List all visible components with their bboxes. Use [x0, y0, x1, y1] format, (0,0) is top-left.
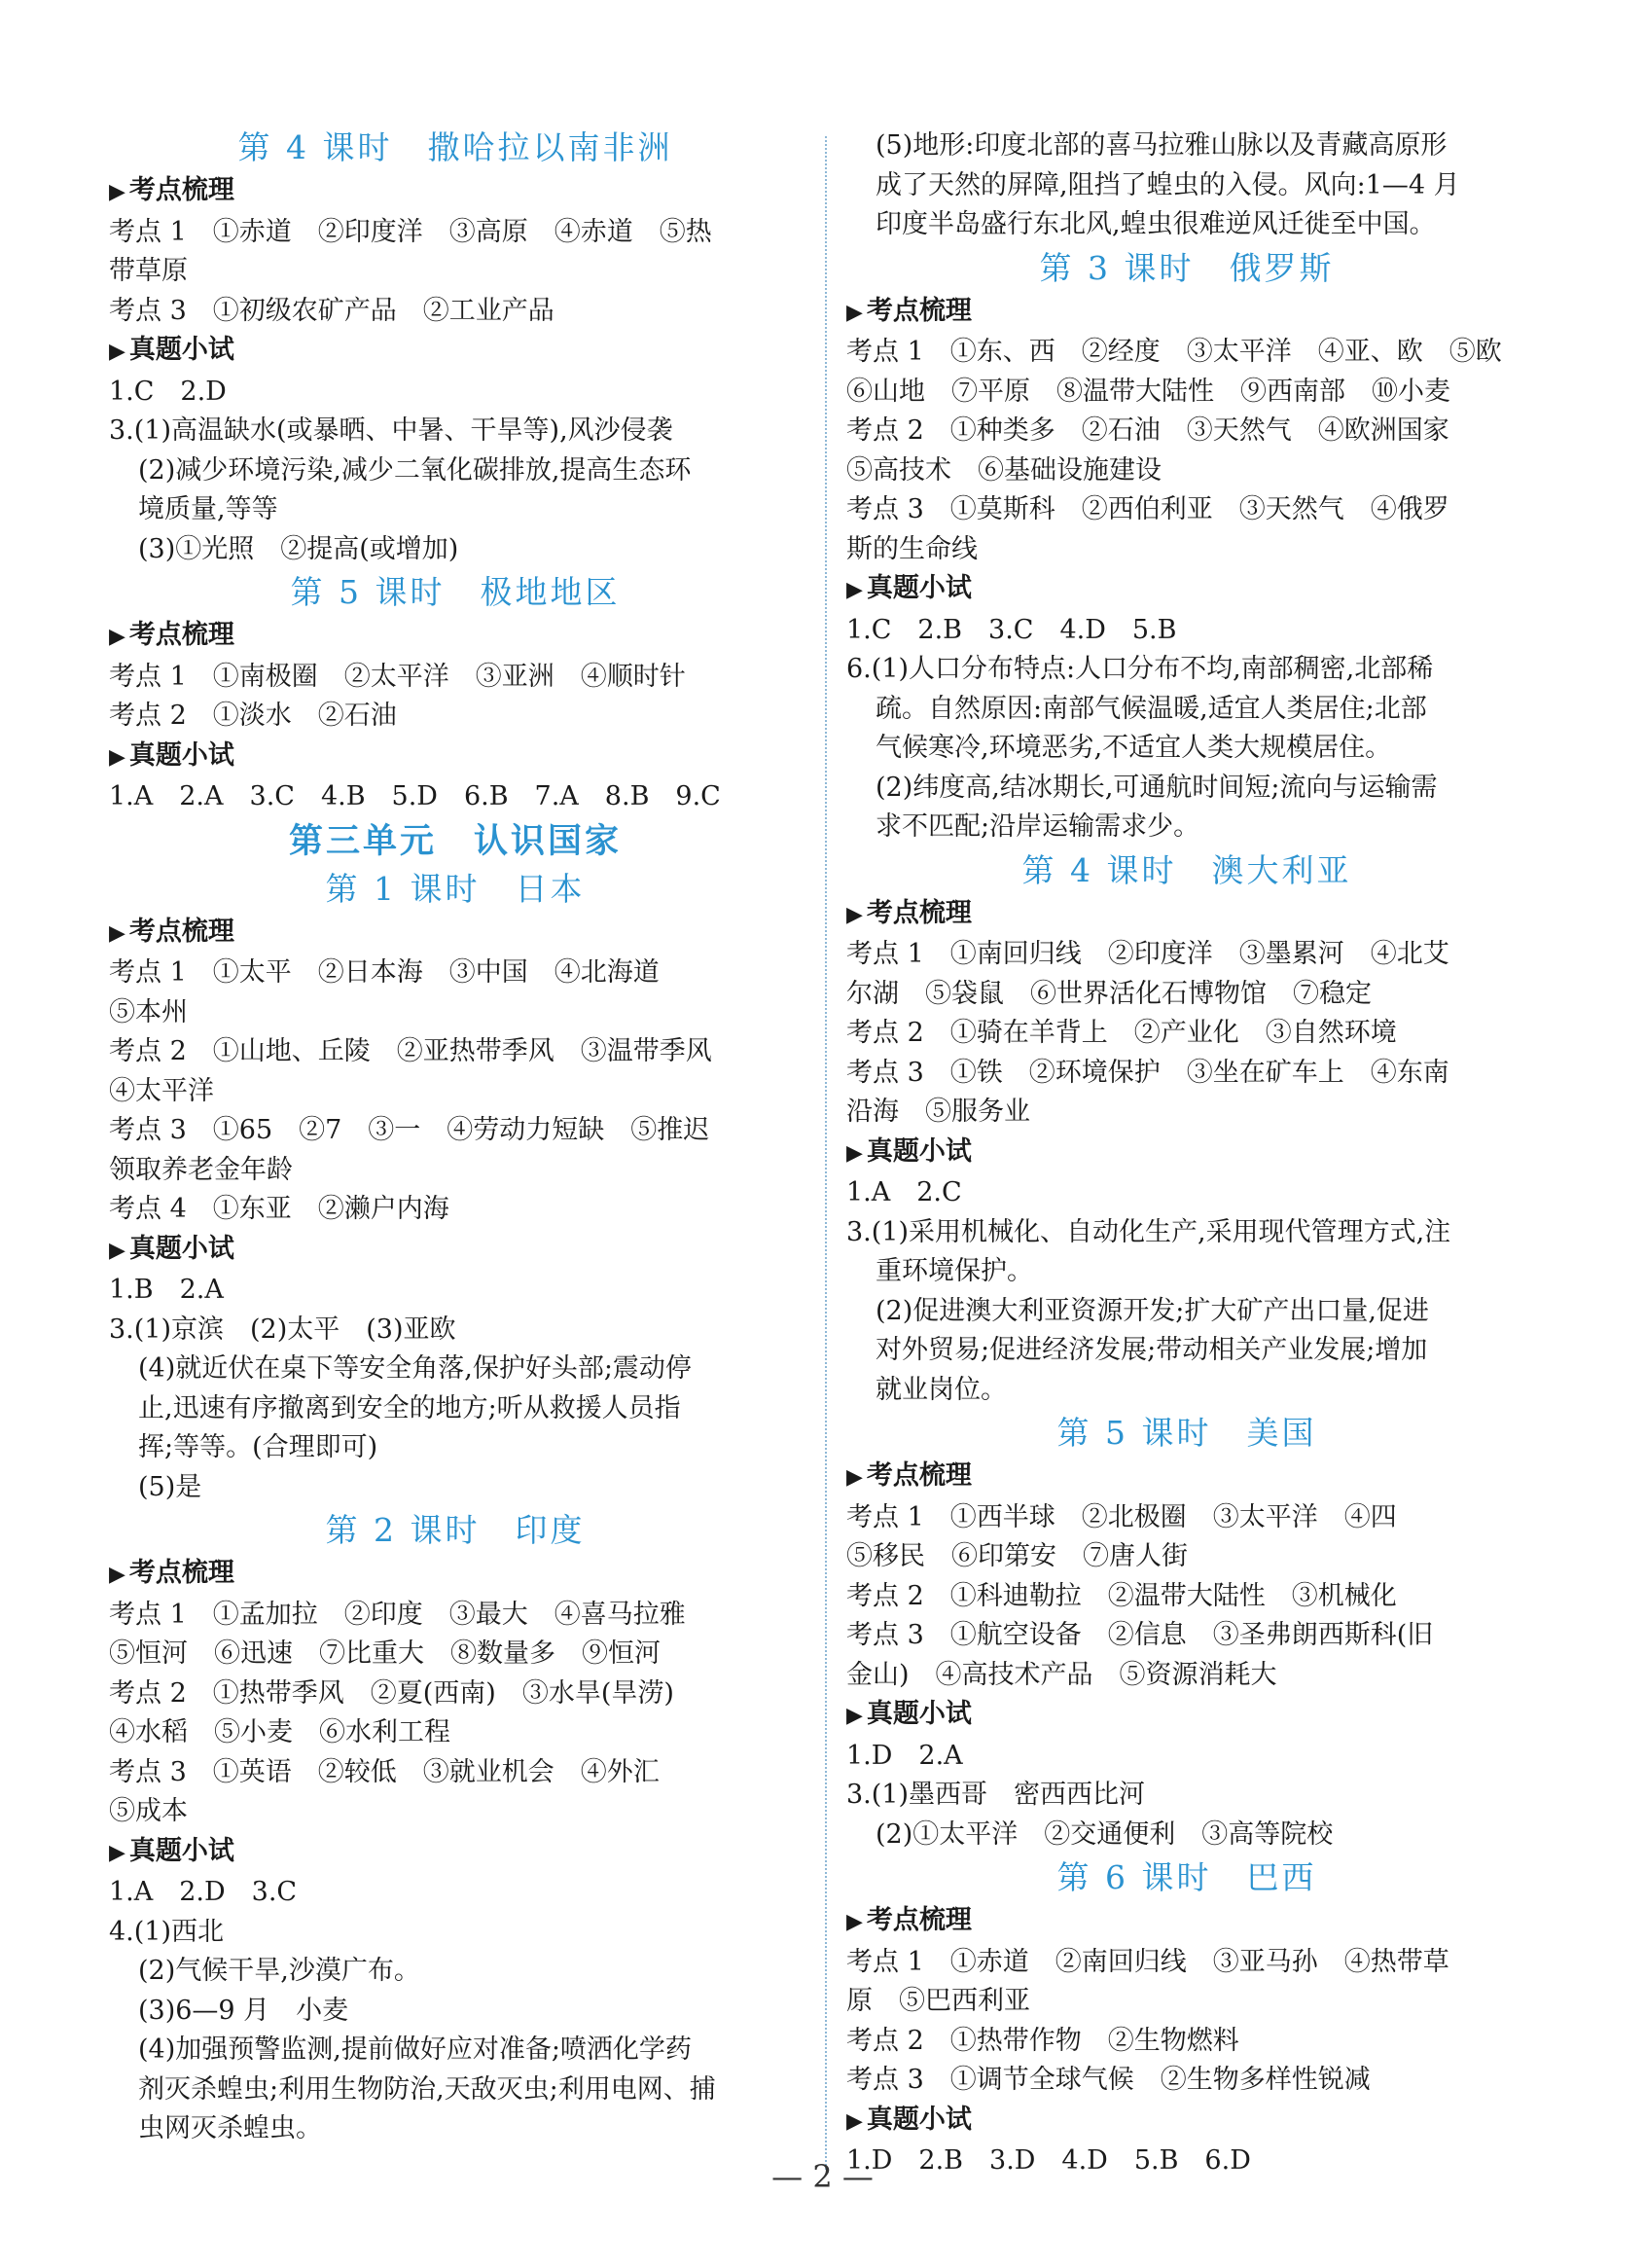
- answer-line: 重环境保护。: [876, 1256, 1033, 1286]
- answer-line: 4.(1)西北: [109, 1916, 225, 1947]
- answer-line: (3)①光照 ②提高(或增加): [138, 533, 459, 564]
- answer-line: 1.C 2.B 3.C 4.D 5.B: [846, 614, 1177, 645]
- section-heading: ▶ 真题小试: [109, 335, 234, 365]
- kaodian-line: 考点 1 ①孟加拉 ②印度 ③最大 ④喜马拉雅: [109, 1599, 686, 1630]
- answer-line: 3.(1)高温缺水(或暴晒、中暑、干旱等),风沙侵袭: [109, 415, 673, 446]
- kaodian-line: 斯的生命线: [846, 533, 978, 564]
- lesson-title: 第 2 课时 印度: [325, 1511, 586, 1549]
- triangle-icon: ▶: [846, 1465, 863, 1490]
- kaodian-line: ⑤成本: [109, 1796, 188, 1826]
- answer-line: 境质量,等等: [138, 494, 278, 524]
- triangle-icon: ▶: [846, 2108, 863, 2134]
- kaodian-line: 考点 2 ①山地、丘陵 ②亚热带季风 ③温带季风: [109, 1036, 712, 1066]
- answer-line: 对外贸易;促进经济发展;带动相关产业发展;增加: [876, 1335, 1428, 1365]
- kaodian-line: 原 ⑤巴西利亚: [846, 1986, 1030, 2016]
- lesson-title: 第 6 课时 巴西: [1056, 1858, 1317, 1896]
- answer-line: (2)纬度高,结冰期长,可通航时间短;流向与运输需: [876, 772, 1438, 803]
- triangle-icon: ▶: [109, 1563, 125, 1587]
- kaodian-line: 考点 2 ①热带作物 ②生物燃料: [846, 2025, 1239, 2056]
- kaodian-line: 尔湖 ⑤袋鼠 ⑥世界活化石博物馆 ⑦稳定: [846, 978, 1372, 1009]
- kaodian-line: 考点 2 ①热带季风 ②夏(西南) ③水旱(旱涝): [109, 1677, 674, 1709]
- lesson-title: 第 4 课时 澳大利亚: [1021, 850, 1352, 889]
- answer-line: (3)6—9 月 小麦: [138, 1995, 349, 2026]
- answer-line: 1.D 2.A: [846, 1740, 963, 1771]
- section-heading: ▶ 考点梳理: [109, 620, 234, 650]
- kaodian-line: ⑤本州: [109, 996, 188, 1027]
- kaodian-line: 考点 3 ①航空设备 ②信息 ③圣弗朗西斯科(旧: [846, 1620, 1434, 1650]
- kaodian-line: 考点 3 ①调节全球气候 ②生物多样性锐减: [846, 2065, 1371, 2095]
- section-heading: ▶ 真题小试: [846, 573, 972, 603]
- kaodian-line: 考点 1 ①赤道 ②南回归线 ③亚马孙 ④热带草: [846, 1946, 1449, 1977]
- kaodian-line: 考点 1 ①西半球 ②北极圈 ③太平洋 ④四: [846, 1501, 1397, 1532]
- kaodian-line: 考点 2 ①科迪勒拉 ②温带大陆性 ③机械化: [846, 1580, 1397, 1611]
- page-number: — 2 —: [771, 2158, 874, 2195]
- answer-line: 6.(1)人口分布特点:人口分布不均,南部稠密,北部稀: [846, 654, 1434, 684]
- kaodian-line: ⑤恒河 ⑥迅速 ⑦比重大 ⑧数量多 ⑨恒河: [109, 1638, 661, 1669]
- kaodian-line: 考点 1 ①赤道 ②印度洋 ③高原 ④赤道 ⑤热: [109, 216, 712, 247]
- answer-line: (5)是: [138, 1471, 202, 1502]
- triangle-icon: ▶: [109, 340, 125, 364]
- answer-line: 3.(1)采用机械化、自动化生产,采用现代管理方式,注: [846, 1216, 1451, 1247]
- kaodian-line: 考点 1 ①南极圈 ②太平洋 ③亚洲 ④顺时针: [109, 661, 686, 692]
- kaodian-line: ④水稻 ⑤小麦 ⑥水利工程: [109, 1717, 450, 1747]
- kaodian-line: ⑥山地 ⑦平原 ⑧温带大陆性 ⑨西南部 ⑩小麦: [846, 376, 1450, 407]
- answer-line: 气候寒冷,环境恶劣,不适宜人类大规模居住。: [876, 733, 1392, 763]
- triangle-icon: ▶: [109, 625, 125, 649]
- answer-line: (2)减少环境污染,减少二氧化碳排放,提高生态环: [138, 454, 692, 486]
- section-heading: ▶ 考点梳理: [846, 897, 972, 928]
- kaodian-line: ⑤移民 ⑥印第安 ⑦唐人街: [846, 1541, 1188, 1571]
- answer-line: 1.B 2.A: [109, 1275, 224, 1305]
- triangle-icon: ▶: [109, 180, 125, 204]
- kaodian-line: 考点 3 ①65 ②7 ③一 ④劳动力短缺 ⑤推迟: [109, 1115, 710, 1145]
- section-heading: ▶ 考点梳理: [109, 1558, 234, 1588]
- answer-line: 虫网灭杀蝗虫。: [138, 2113, 322, 2143]
- kaodian-line: 考点 3 ①初级农矿产品 ②工业产品: [109, 295, 554, 326]
- section-heading: ▶ 真题小试: [846, 1135, 972, 1167]
- kaodian-line: ④太平洋: [109, 1075, 214, 1106]
- kaodian-line: 考点 2 ①骑在羊背上 ②产业化 ③自然环境: [846, 1018, 1397, 1048]
- triangle-icon: ▶: [846, 300, 863, 325]
- triangle-icon: ▶: [846, 578, 863, 602]
- kaodian-line: ⑤高技术 ⑥基础设施建设: [846, 454, 1162, 486]
- lesson-title: 第 5 课时 美国: [1056, 1414, 1317, 1452]
- answer-line: 止,迅速有序撤离到安全的地方;听从救援人员指: [138, 1392, 681, 1423]
- kaodian-line: 考点 1 ①太平 ②日本海 ③中国 ④北海道: [109, 957, 660, 988]
- kaodian-line: 考点 3 ①英语 ②较低 ③就业机会 ④外汇: [109, 1756, 660, 1787]
- answer-line: 3.(1)京滨 (2)太平 (3)亚欧: [109, 1314, 456, 1345]
- answer-line: 求不匹配;沿岸运输需求少。: [876, 811, 1200, 842]
- kaodian-line: 沿海 ⑤服务业: [846, 1097, 1030, 1127]
- answer-line: 成了天然的屏障,阻挡了蝗虫的入侵。风向:1—4 月: [876, 169, 1460, 200]
- answer-line: 1.A 2.A 3.C 4.B 5.D 6.B 7.A 8.B 9.C: [109, 781, 721, 811]
- section-heading: ▶ 考点梳理: [109, 175, 234, 205]
- kaodian-line: 考点 2 ①种类多 ②石油 ③天然气 ④欧洲国家: [846, 415, 1449, 446]
- answer-line: 1.A 2.D 3.C: [109, 1877, 298, 1907]
- section-heading: ▶ 真题小试: [109, 1835, 234, 1866]
- lesson-title: 第 3 课时 俄罗斯: [1039, 248, 1335, 287]
- triangle-icon: ▶: [846, 1910, 863, 1934]
- answer-line: (2)气候干旱,沙漠广布。: [138, 1956, 420, 1986]
- section-heading: ▶ 考点梳理: [846, 295, 972, 326]
- answer-line: (2)促进澳大利亚资源开发;扩大矿产出口量,促进: [876, 1295, 1429, 1326]
- section-heading: ▶ 考点梳理: [846, 1905, 972, 1935]
- triangle-icon: ▶: [109, 920, 125, 946]
- section-heading: ▶ 真题小试: [846, 2104, 972, 2135]
- right-column: [846, 126, 1527, 2181]
- answer-line: (4)加强预警监测,提前做好应对准备;喷洒化学药: [138, 2034, 692, 2065]
- answer-line: (4)就近伏在桌下等安全角落,保护好头部;震动停: [138, 1353, 692, 1384]
- section-heading: ▶ 真题小试: [846, 1699, 972, 1729]
- triangle-icon: ▶: [109, 1238, 125, 1263]
- section-heading: ▶ 考点梳理: [846, 1460, 972, 1491]
- answer-line: (5)地形:印度北部的喜马拉雅山脉以及青藏高原形: [876, 130, 1448, 161]
- answer-line: 1.A 2.C: [846, 1177, 962, 1207]
- answer-line: 疏。自然原因:南部气候温暖,适宜人类居住;北部: [876, 693, 1427, 724]
- answer-line: 1.D 2.B 3.D 4.D 5.B 6.D: [846, 2145, 1251, 2176]
- lesson-title: 第 1 课时 日本: [325, 869, 586, 908]
- kaodian-line: 考点 3 ①莫斯科 ②西伯利亚 ③天然气 ④俄罗: [846, 494, 1449, 524]
- answer-line: 挥;等等。(合理即可): [138, 1432, 378, 1462]
- kaodian-line: 领取养老金年龄: [109, 1154, 293, 1185]
- kaodian-line: 考点 1 ①东、西 ②经度 ③太平洋 ④亚、欧 ⑤欧: [846, 337, 1502, 367]
- answer-line: 3.(1)墨西哥 密西西比河: [846, 1780, 1146, 1810]
- section-heading: ▶ 真题小试: [109, 739, 234, 771]
- kaodian-line: 考点 2 ①淡水 ②石油: [109, 701, 397, 731]
- column-divider: [825, 136, 827, 2170]
- answer-line: 就业岗位。: [876, 1374, 1007, 1405]
- answer-line: 印度半岛盛行东北风,蝗虫很难逆风迁徙至中国。: [876, 209, 1436, 239]
- triangle-icon: ▶: [109, 1840, 125, 1865]
- left-column: [109, 125, 802, 2149]
- unit-title: 第三单元 认识国家: [288, 820, 622, 861]
- lesson-title: 第 4 课时 撒哈拉以南非洲: [237, 128, 673, 166]
- answer-line: 剂灭杀蝗虫;利用生物防治,天敌灭虫;利用电网、捕: [138, 2073, 716, 2105]
- section-heading: ▶ 考点梳理: [109, 916, 234, 947]
- section-heading: ▶ 真题小试: [109, 1233, 234, 1264]
- answer-line: (2)①太平洋 ②交通便利 ③高等院校: [876, 1818, 1334, 1850]
- kaodian-line: 考点 4 ①东亚 ②濑户内海: [109, 1194, 449, 1224]
- kaodian-line: 考点 1 ①南回归线 ②印度洋 ③墨累河 ④北艾: [846, 939, 1449, 969]
- answer-line: 1.C 2.D: [109, 376, 227, 407]
- kaodian-line: 金山) ④高技术产品 ⑤资源消耗大: [846, 1659, 1277, 1690]
- lesson-title: 第 5 课时 极地地区: [290, 573, 621, 611]
- kaodian-line: 考点 3 ①铁 ②环境保护 ③坐在矿车上 ④东南: [846, 1057, 1449, 1088]
- triangle-icon: ▶: [846, 902, 863, 927]
- triangle-icon: ▶: [846, 1140, 863, 1166]
- kaodian-line: 带草原: [109, 256, 188, 286]
- triangle-icon: ▶: [846, 1704, 863, 1728]
- triangle-icon: ▶: [109, 744, 125, 770]
